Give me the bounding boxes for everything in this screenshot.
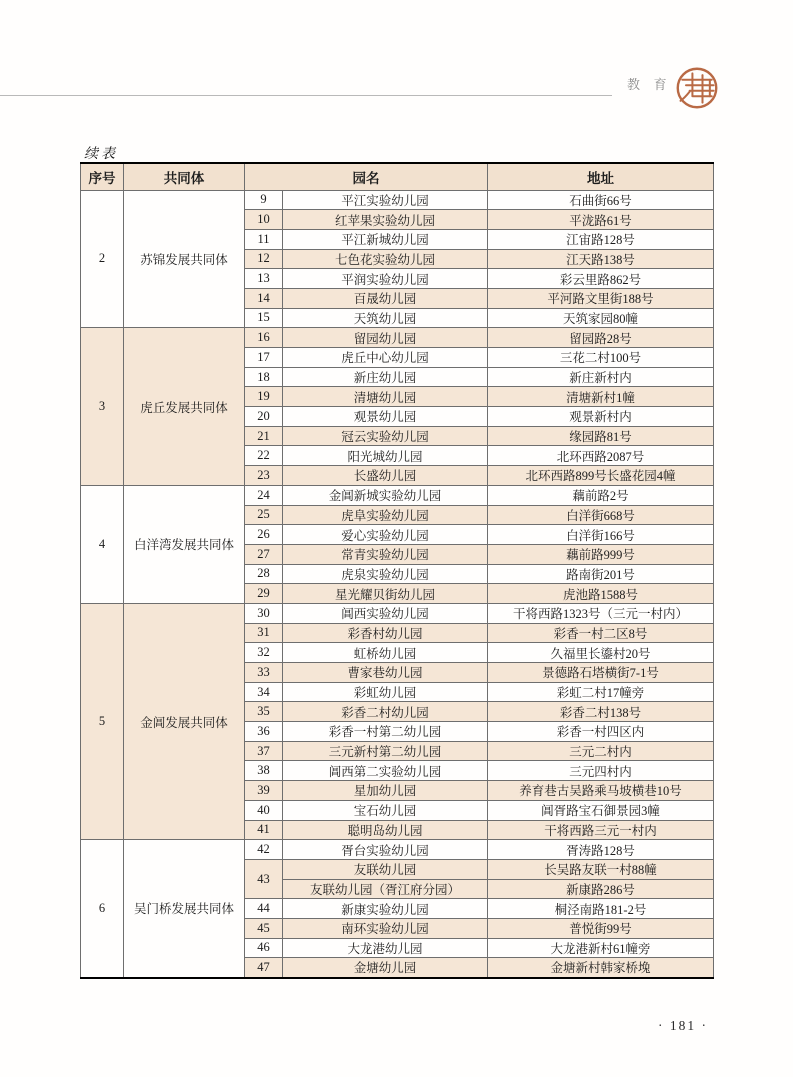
kindergarten-name-cell: 三元新村第二幼儿园 [283,741,488,761]
table-row [81,603,714,623]
table-header [81,163,714,190]
row-number-cell: 40 [245,800,283,820]
kindergarten-name-cell: 冠云实验幼儿园 [283,426,488,446]
address-cell: 彩云里路862号 [488,269,714,289]
row-number-cell: 42 [245,840,283,860]
group-number-cell: 5 [81,603,124,839]
kindergarten-name-cell: 阊西第二实验幼儿园 [283,761,488,781]
header-rule [0,95,612,96]
address-cell: 普悦街99号 [488,918,714,938]
row-number-cell: 43 [245,859,283,898]
address-cell: 新康路286号 [488,879,714,899]
address-cell: 三元四村内 [488,761,714,781]
row-number-cell: 45 [245,918,283,938]
address-cell: 北环西路899号长盛花园4幢 [488,466,714,486]
address-cell: 久福里长鎏村20号 [488,643,714,663]
address-cell: 桐泾南路181-2号 [488,899,714,919]
address-cell: 白洋街166号 [488,525,714,545]
address-cell: 藕前路999号 [488,544,714,564]
kindergarten-name-cell: 彩香二村幼儿园 [283,702,488,722]
kindergarten-name-cell: 曹家巷幼儿园 [283,663,488,683]
kindergarten-name-cell: 常青实验幼儿园 [283,544,488,564]
kindergarten-name-cell: 彩香村幼儿园 [283,623,488,643]
row-number-cell: 38 [245,761,283,781]
row-number-cell: 18 [245,367,283,387]
group-number-cell: 4 [81,485,124,603]
kindergarten-name-cell: 友联幼儿园 [283,859,488,879]
row-number-cell: 27 [245,544,283,564]
kindergarten-name-cell: 聪明岛幼儿园 [283,820,488,840]
row-number-cell: 35 [245,702,283,722]
kindergarten-name-cell: 天筑幼儿园 [283,308,488,328]
row-number-cell: 14 [245,288,283,308]
table-row [81,328,714,348]
community-cell: 苏锦发展共同体 [124,190,245,328]
kindergarten-table [80,162,714,979]
kindergarten-name-cell: 新康实验幼儿园 [283,899,488,919]
kindergarten-name-cell: 清塘幼儿园 [283,387,488,407]
row-number-cell: 47 [245,958,283,978]
table-row [81,840,714,860]
kindergarten-name-cell: 星加幼儿园 [283,781,488,801]
yearbook-seal-icon [675,66,719,110]
row-number-cell: 22 [245,446,283,466]
community-cell: 金阊发展共同体 [124,603,245,839]
community-cell: 吴门桥发展共同体 [124,840,245,978]
column-header-community: 共同体 [124,163,245,190]
address-cell: 干将西路三元一村内 [488,820,714,840]
row-number-cell: 15 [245,308,283,328]
kindergarten-name-cell: 观景幼儿园 [283,407,488,427]
kindergarten-name-cell: 友联幼儿园（胥江府分园） [283,879,488,899]
address-cell: 留园路28号 [488,328,714,348]
row-number-cell: 24 [245,485,283,505]
address-cell: 北环西路2087号 [488,446,714,466]
address-cell: 平泷路61号 [488,210,714,230]
row-number-cell: 9 [245,190,283,210]
address-cell: 彩虹二村17幢旁 [488,682,714,702]
group-number-cell: 6 [81,840,124,978]
row-number-cell: 26 [245,525,283,545]
row-number-cell: 31 [245,623,283,643]
kindergarten-name-cell: 大龙港幼儿园 [283,938,488,958]
kindergarten-name-cell: 平江新城幼儿园 [283,229,488,249]
address-cell: 石曲街66号 [488,190,714,210]
address-cell: 长吴路友联一村88幢 [488,859,714,879]
kindergarten-name-cell: 虎丘中心幼儿园 [283,348,488,368]
table-row [81,190,714,210]
kindergarten-name-cell: 虹桥幼儿园 [283,643,488,663]
row-number-cell: 12 [245,249,283,269]
row-number-cell: 25 [245,505,283,525]
address-cell: 三元二村内 [488,741,714,761]
section-label: 教 育 [627,77,672,92]
kindergarten-name-cell: 阳光城幼儿园 [283,446,488,466]
kindergarten-name-cell: 金塘幼儿园 [283,958,488,978]
address-cell: 清塘新村1幢 [488,387,714,407]
row-number-cell: 33 [245,663,283,683]
row-number-cell: 41 [245,820,283,840]
kindergarten-name-cell: 彩虹幼儿园 [283,682,488,702]
row-number-cell: 21 [245,426,283,446]
group-number-cell: 3 [81,328,124,486]
address-cell: 三花二村100号 [488,348,714,368]
address-cell: 大龙港新村61幢旁 [488,938,714,958]
address-cell: 藕前路2号 [488,485,714,505]
address-cell: 胥涛路128号 [488,840,714,860]
address-cell: 天筑家园80幢 [488,308,714,328]
address-cell: 平河路文里街188号 [488,288,714,308]
address-cell: 养育巷古吴路乘马坡横巷10号 [488,781,714,801]
address-cell: 缘园路81号 [488,426,714,446]
kindergarten-name-cell: 虎阜实验幼儿园 [283,505,488,525]
kindergarten-name-cell: 七色花实验幼儿园 [283,249,488,269]
kindergarten-name-cell: 平润实验幼儿园 [283,269,488,289]
kindergarten-name-cell: 爱心实验幼儿园 [283,525,488,545]
row-number-cell: 10 [245,210,283,230]
kindergarten-name-cell: 新庄幼儿园 [283,367,488,387]
row-number-cell: 39 [245,781,283,801]
row-number-cell: 28 [245,564,283,584]
row-number-cell: 37 [245,741,283,761]
row-number-cell: 30 [245,603,283,623]
address-cell: 新庄新村内 [488,367,714,387]
community-cell: 虎丘发展共同体 [124,328,245,486]
kindergarten-name-cell: 红苹果实验幼儿园 [283,210,488,230]
kindergarten-name-cell: 南环实验幼儿园 [283,918,488,938]
row-number-cell: 44 [245,899,283,919]
row-number-cell: 11 [245,229,283,249]
address-cell: 江天路138号 [488,249,714,269]
column-header-address: 地址 [488,163,714,190]
group-number-cell: 2 [81,190,124,328]
row-number-cell: 29 [245,584,283,604]
kindergarten-name-cell: 彩香一村第二幼儿园 [283,722,488,742]
address-cell: 干将西路1323号（三元一村内） [488,603,714,623]
row-number-cell: 20 [245,407,283,427]
kindergarten-name-cell: 阊西实验幼儿园 [283,603,488,623]
row-number-cell: 13 [245,269,283,289]
kindergarten-name-cell: 虎泉实验幼儿园 [283,564,488,584]
kindergarten-name-cell: 金阊新城实验幼儿园 [283,485,488,505]
row-number-cell: 19 [245,387,283,407]
address-cell: 虎池路1588号 [488,584,714,604]
column-header-no: 序号 [81,163,124,190]
table-row [81,485,714,505]
kindergarten-name-cell: 星光耀贝街幼儿园 [283,584,488,604]
table-header-row [81,163,714,190]
page-number: · 181 · [658,1018,708,1033]
row-number-cell: 46 [245,938,283,958]
address-cell: 白洋街668号 [488,505,714,525]
row-number-cell: 23 [245,466,283,486]
kindergarten-name-cell: 留园幼儿园 [283,328,488,348]
address-cell: 金塘新村韩家桥堍 [488,958,714,978]
community-cell: 白洋湾发展共同体 [124,485,245,603]
kindergarten-name-cell: 胥台实验幼儿园 [283,840,488,860]
kindergarten-name-cell: 长盛幼儿园 [283,466,488,486]
address-cell: 彩香二村138号 [488,702,714,722]
row-number-cell: 34 [245,682,283,702]
row-number-cell: 32 [245,643,283,663]
column-header-name: 园名 [245,163,488,190]
row-number-cell: 16 [245,328,283,348]
address-cell: 观景新村内 [488,407,714,427]
address-cell: 路南街201号 [488,564,714,584]
kindergarten-name-cell: 百晟幼儿园 [283,288,488,308]
address-cell: 景德路石塔横街7-1号 [488,663,714,683]
kindergarten-name-cell: 平江实验幼儿园 [283,190,488,210]
row-number-cell: 36 [245,722,283,742]
address-cell: 彩香一村四区内 [488,722,714,742]
continued-table-label: 续表 [84,147,118,162]
address-cell: 彩香一村二区8号 [488,623,714,643]
kindergarten-name-cell: 宝石幼儿园 [283,800,488,820]
address-cell: 江宙路128号 [488,229,714,249]
address-cell: 阊胥路宝石御景园3幢 [488,800,714,820]
table-body [81,190,714,978]
row-number-cell: 17 [245,348,283,368]
